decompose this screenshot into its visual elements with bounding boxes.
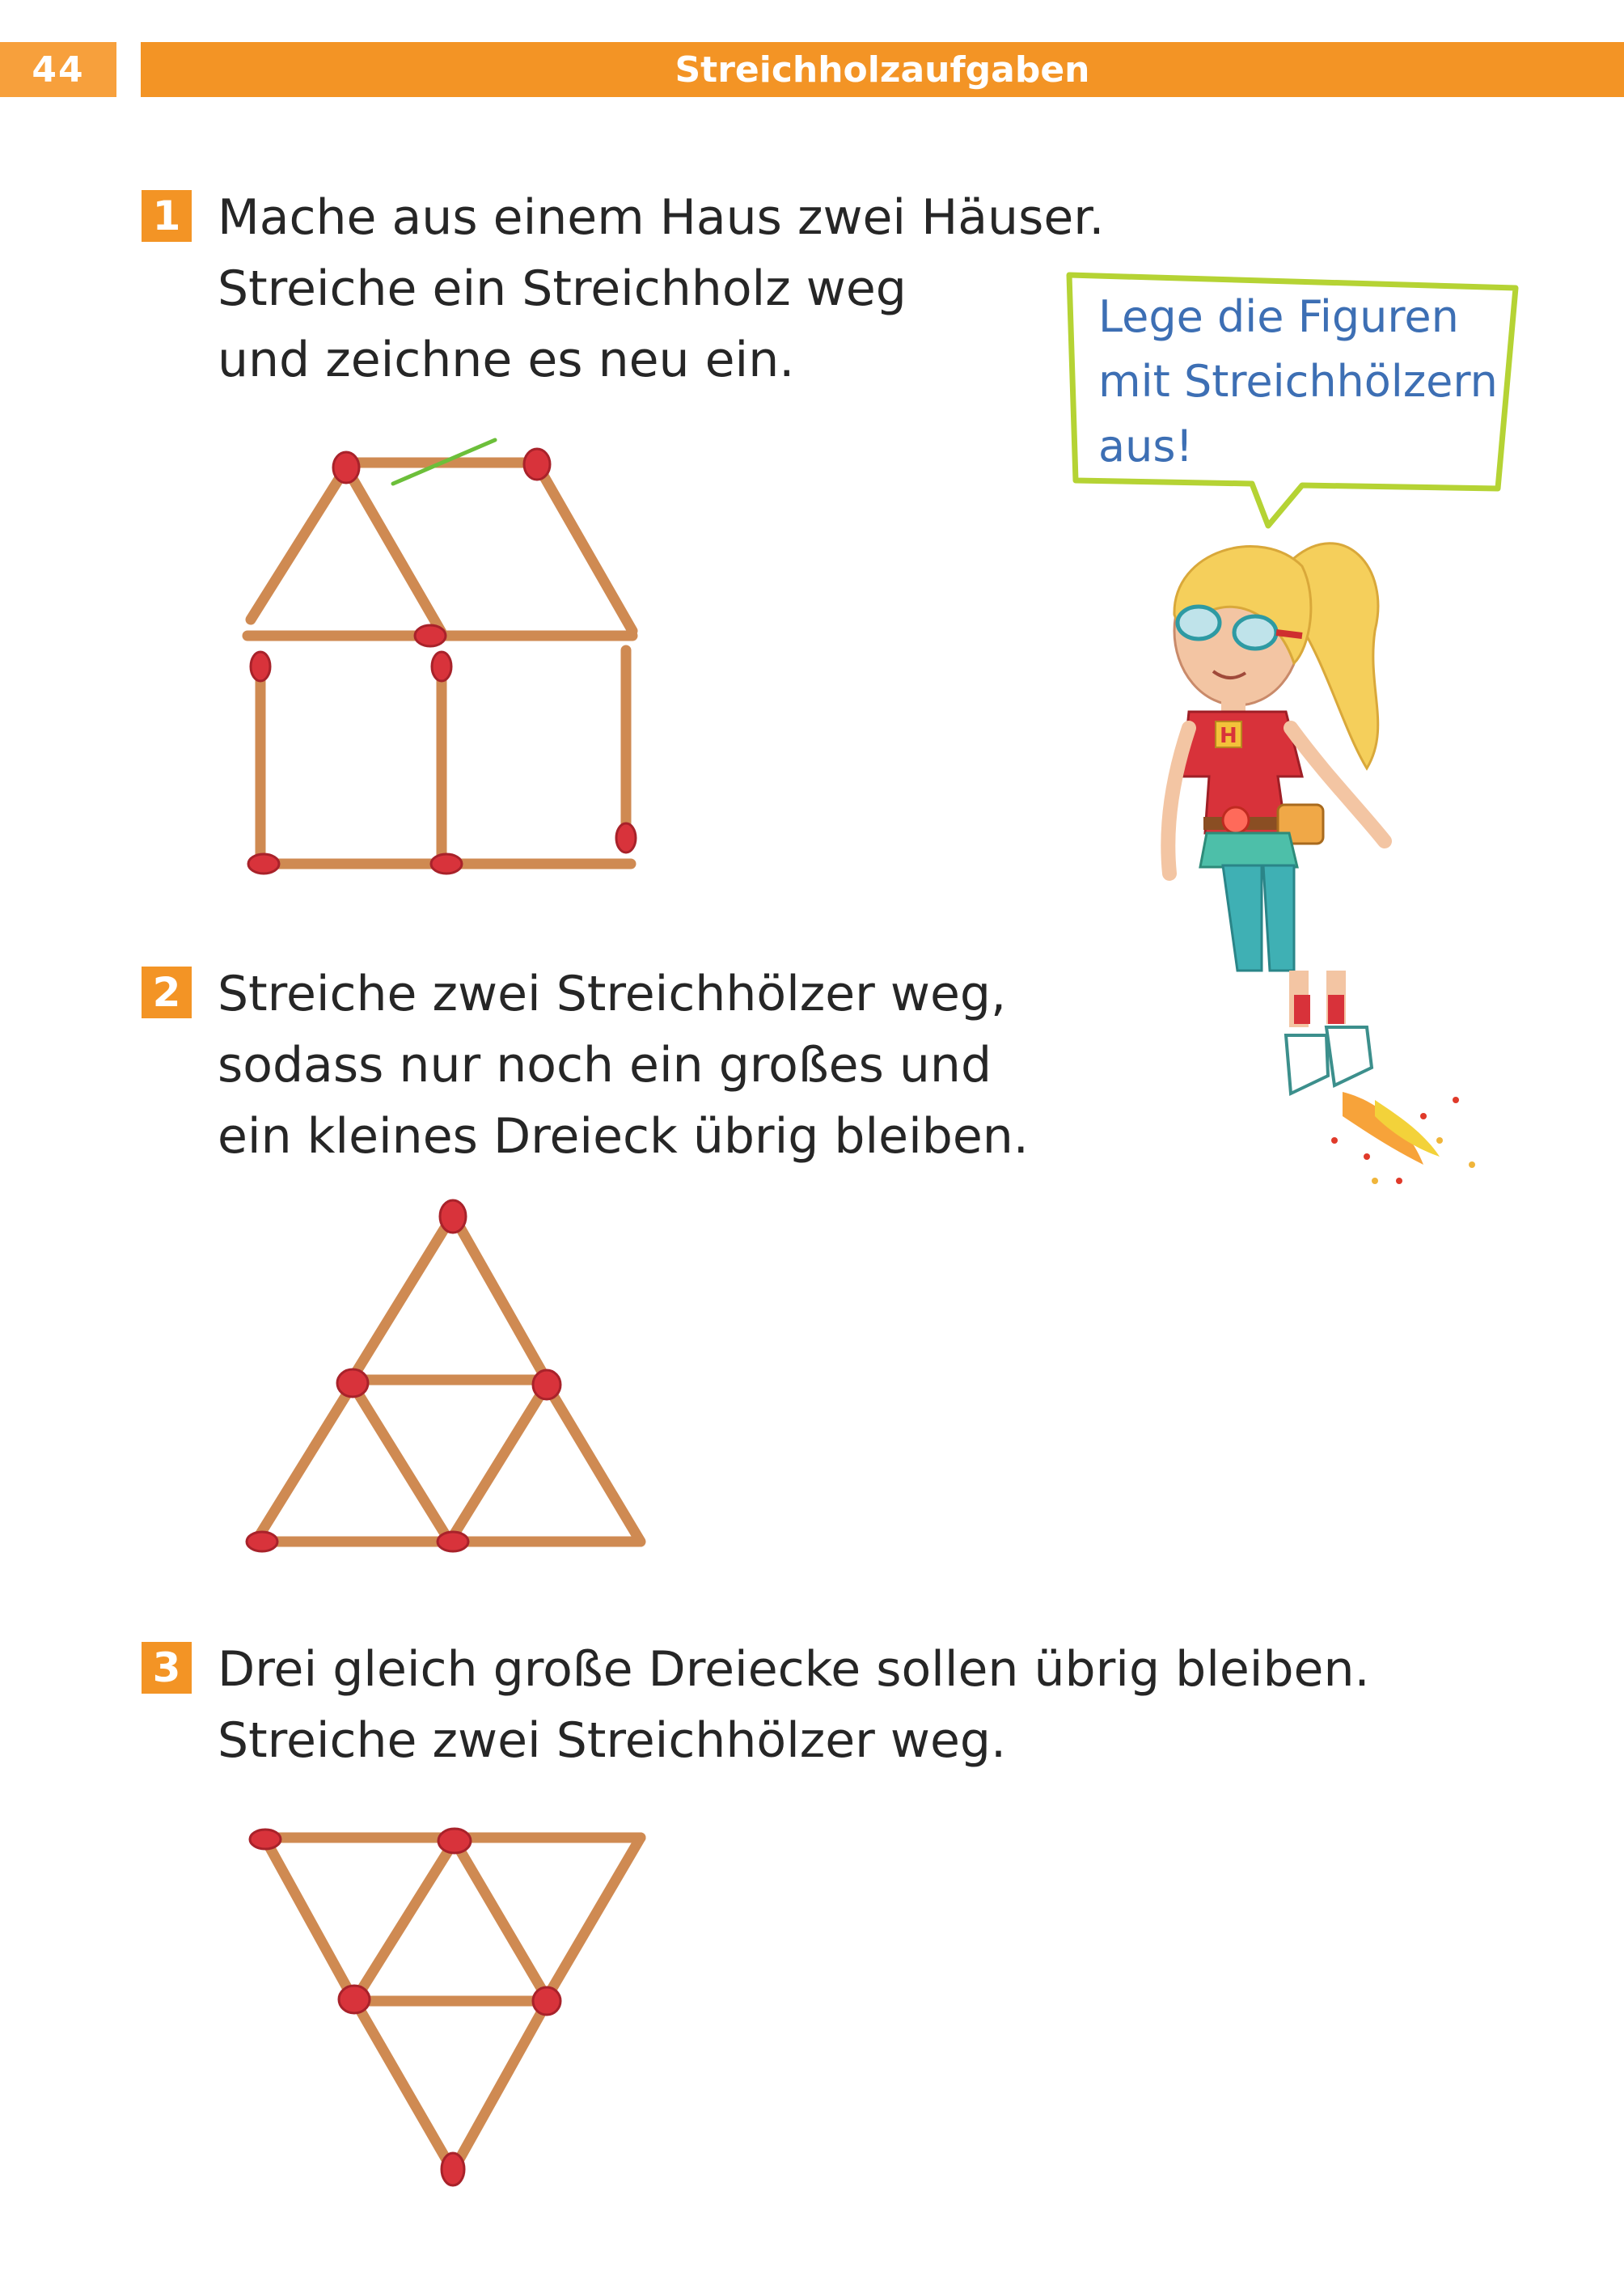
instruction-line: sodass nur noch ein großes und <box>218 1037 992 1094</box>
match-head <box>333 452 359 483</box>
match-stick <box>455 1841 547 1998</box>
match-head <box>339 1986 370 2013</box>
match-head <box>438 1829 471 1853</box>
bubble-line: aus! <box>1098 421 1194 472</box>
match-head <box>250 1830 281 1849</box>
match-stick <box>537 464 632 631</box>
match-stick <box>251 467 346 620</box>
match-head <box>247 1532 277 1551</box>
bubble-line: Lege die Figuren <box>1098 291 1459 342</box>
match-head <box>415 625 446 646</box>
instruction-line: Streiche zwei Streichhölzer weg. <box>218 1712 1007 1769</box>
match-stick <box>547 1838 641 1998</box>
match-head <box>432 652 451 681</box>
match-stick <box>453 2003 547 2171</box>
match-head <box>431 854 462 874</box>
match-triangle-figure-task3 <box>250 1829 641 2185</box>
match-stick <box>547 1385 641 1542</box>
match-head <box>438 1532 468 1551</box>
match-stick <box>453 1215 548 1383</box>
match-stick <box>265 1839 353 1998</box>
match-stick <box>356 2003 453 2171</box>
instruction-line: Streiche ein Streichholz weg <box>218 260 907 317</box>
page-number: 44 <box>0 42 116 97</box>
match-stick <box>256 1385 353 1542</box>
instruction-line: Mache aus einem Haus zwei Häuser. <box>218 189 1105 246</box>
match-head <box>533 1370 560 1399</box>
bubble-line: mit Streichhölzern <box>1098 356 1498 407</box>
match-head <box>248 854 279 874</box>
match-stick <box>349 1215 453 1383</box>
speech-bubble-text <box>1098 285 1519 479</box>
match-stick <box>357 1841 455 1996</box>
girl-character-illustration <box>1168 544 1475 1184</box>
match-stick <box>346 467 442 632</box>
task-number: 1 <box>142 190 192 242</box>
match-triangle-figure-task2 <box>247 1200 641 1551</box>
page-title: Streichholzaufgaben <box>141 42 1624 97</box>
svg-text:H: H <box>1220 724 1237 748</box>
match-head <box>337 1369 368 1397</box>
instruction-line: Streiche zwei Streichhölzer weg, <box>218 966 1007 1022</box>
match-head <box>616 823 636 852</box>
task-number: 3 <box>142 1642 192 1694</box>
match-head <box>440 1200 466 1233</box>
match-head <box>251 652 270 681</box>
match-stick <box>450 1385 547 1542</box>
instruction-line: und zeichne es neu ein. <box>218 332 795 388</box>
match-stick <box>353 1385 450 1542</box>
instruction-line: ein kleines Dreieck übrig bleiben. <box>218 1108 1029 1165</box>
match-head <box>533 1987 560 2015</box>
instruction-line: Drei gleich große Dreiecke sollen übrig bleiben. <box>218 1641 1370 1698</box>
task-number: 2 <box>142 967 192 1018</box>
match-head <box>524 449 550 480</box>
match-head <box>442 2153 464 2185</box>
match-house-figure <box>247 440 636 874</box>
